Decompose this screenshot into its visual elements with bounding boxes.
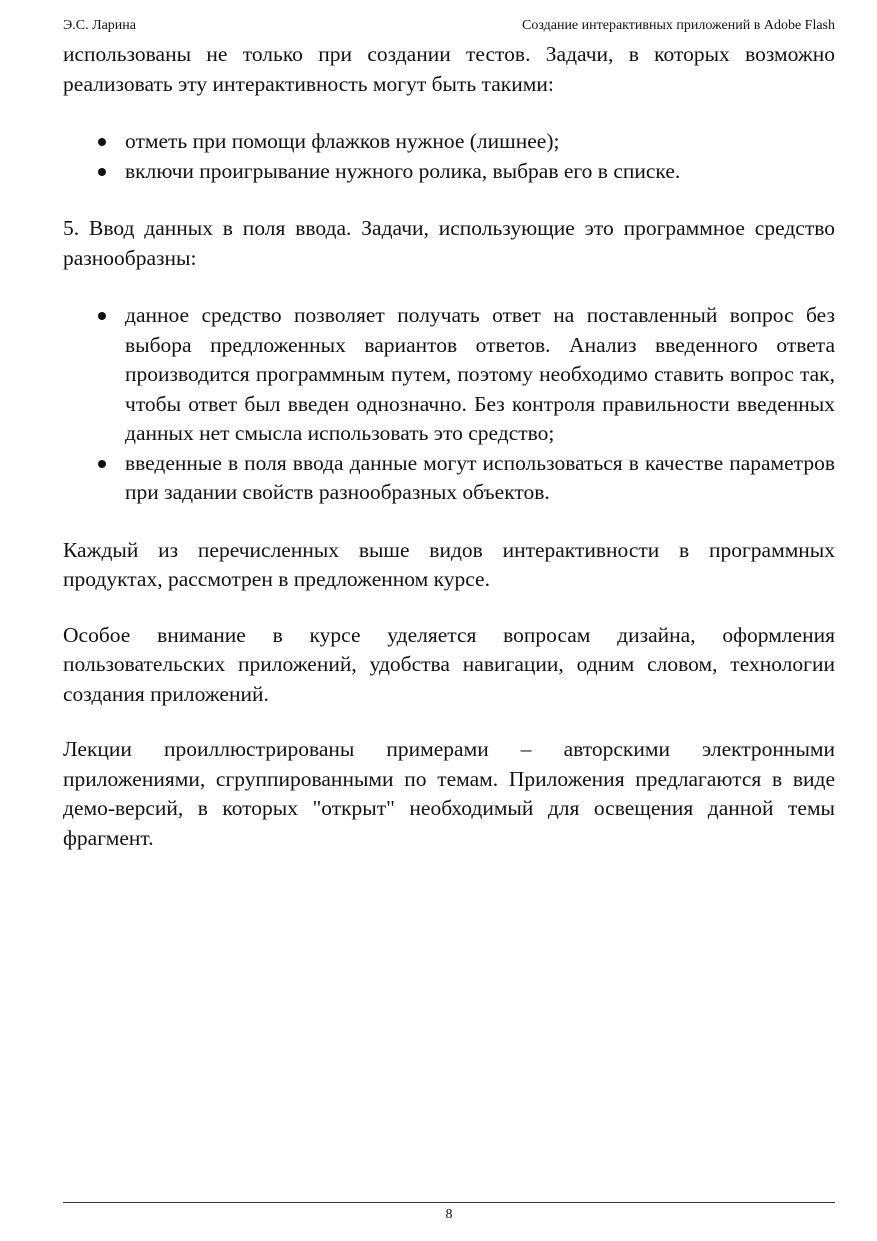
- bullet-icon: [98, 138, 106, 146]
- list-item-text: данное средство позволяет получать ответ на поставленный вопрос без выбора предложенных вариантов ответов. Анализ введенного ответа производится программным путем, поэтому необходимо ставить вопрос так, чтобы ответ был введен однозначно. Без контроля правильности введенных данных нет смысла использовать это средство;: [125, 303, 835, 445]
- bullet-list-interactivity: [63, 127, 835, 186]
- page-header: [63, 16, 835, 36]
- list-item-text: введенные в поля ввода данные могут использоваться в качестве параметров при задании свойств разнообразных объектов.: [125, 450, 835, 504]
- header-title: Создание интерактивных приложений в Adobe Flash: [522, 18, 835, 33]
- bullet-icon: [98, 460, 106, 468]
- page-number: 8: [445, 1207, 453, 1222]
- list-item: [63, 127, 835, 157]
- paragraph-each-type: Каждый из перечисленных выше видов интерактивности в программных продуктах, рассмотрен в предложенном курсе.: [63, 537, 835, 591]
- bullet-list-input-fields: [63, 301, 835, 508]
- paragraph-attention: Особое внимание в курсе уделяется вопросам дизайна, оформления пользовательских приложений, удобства навигации, одним словом, технологии создания приложений.: [63, 622, 835, 706]
- paragraph-lectures: Лекции проиллюстрированы примерами – авторскими электронными приложениями, сгруппированными по темам. Приложения предлагаются в виде демо-версий, в которых "открыт" необходимый для освещения данной темы фрагмент.: [63, 737, 835, 850]
- list-item-text: включи проигрывание нужного ролика, выбрав его в списке.: [125, 158, 681, 183]
- bullet-icon: [98, 312, 106, 320]
- header-author: Э.С. Ларина: [63, 18, 136, 33]
- paragraph-intro: использованы не только при создании тестов. Задачи, в которых возможно реализовать эту интерактивность могут быть такими:: [63, 42, 835, 96]
- footer-divider: [63, 1202, 835, 1203]
- list-item: [63, 301, 835, 449]
- list-item: [63, 449, 835, 508]
- paragraph-section-5: 5. Ввод данных в поля ввода. Задачи, использующие это программное средство разнообразны:: [63, 216, 835, 270]
- list-item: [63, 157, 835, 187]
- bullet-icon: [98, 168, 106, 176]
- page-body: [63, 40, 835, 853]
- list-item-text: отметь при помощи флажков нужное (лишнее);: [125, 129, 560, 153]
